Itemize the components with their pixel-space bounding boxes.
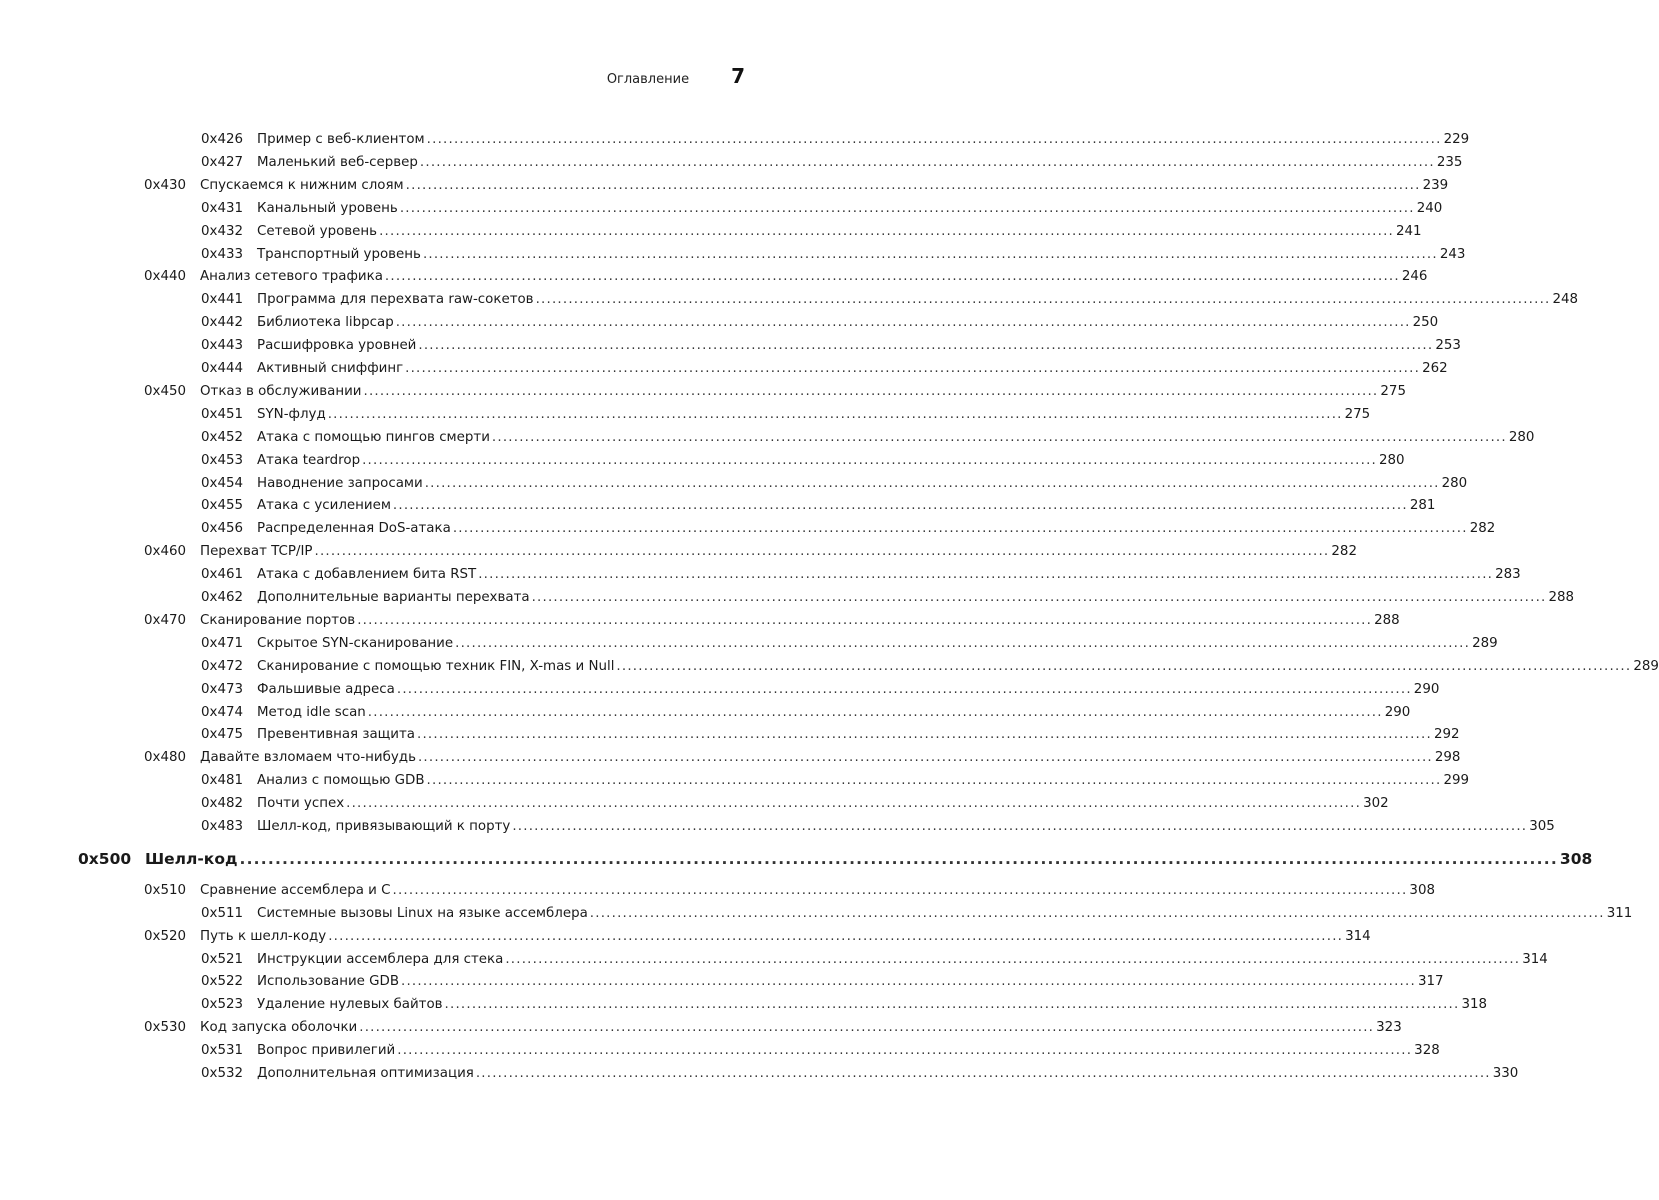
entry-title: Отказ в обслуживании: [200, 383, 362, 399]
entry-line: [257, 244, 1466, 266]
entry-page: 281: [1409, 498, 1436, 514]
dot-leader: ..........................................................................................................................................................................................: [239, 849, 1558, 868]
dot-leader: ..........................................................................................................................................................................................: [616, 658, 1632, 674]
toc-entry[interactable]: [0, 610, 1400, 632]
entry-code: 0x442: [201, 315, 244, 331]
toc-entry[interactable]: [0, 473, 1468, 495]
entry-code: 0x500: [78, 849, 132, 868]
entry-title: Сетевой уровень: [257, 223, 378, 239]
entry-title: Сравнение ассемблера и С: [200, 882, 391, 898]
entry-code: 0x482: [201, 796, 244, 812]
entry-page: 240: [1416, 200, 1443, 216]
entry-page: 243: [1439, 246, 1466, 262]
entry-page: 289: [1472, 635, 1498, 651]
entry-title: Использование GDB: [257, 974, 400, 990]
dot-leader: ..........................................................................................................................................................................................: [417, 727, 1432, 743]
entry-title: Программа для перехвата raw-сокетов: [257, 292, 534, 308]
entry-title: Спускаемся к нижним слоям: [200, 177, 404, 193]
entry-line: [257, 358, 1448, 380]
entry-code: 0x530: [144, 1020, 187, 1036]
dot-leader: ..........................................................................................................................................................................................: [512, 819, 1528, 834]
entry-title: Атака с добавлением бита RST: [257, 567, 477, 583]
entry-page: 314: [1345, 928, 1371, 944]
dot-leader: ..........................................................................................................................................................................................: [589, 905, 1605, 921]
entry-page: 248: [1552, 292, 1579, 308]
entry-page: 318: [1461, 997, 1488, 1013]
entry-page: 305: [1529, 819, 1555, 834]
dot-leader: ..........................................................................................................................................................................................: [475, 1066, 1491, 1081]
entry-page: 280: [1379, 452, 1405, 468]
entry-line: [257, 289, 1579, 311]
entry-title: Канальный уровень: [257, 200, 398, 216]
toc-entry[interactable]: [0, 1040, 1440, 1062]
entry-code: 0x480: [144, 750, 187, 766]
entry-page: 317: [1417, 974, 1444, 990]
entry-code: 0x441: [201, 292, 244, 308]
entry-page: 282: [1331, 544, 1357, 560]
dot-leader: ..........................................................................................................................................................................................: [357, 612, 1373, 628]
dot-leader: ..........................................................................................................................................................................................: [491, 429, 1507, 445]
entry-title: Атака с усилением: [257, 498, 391, 514]
entry-page: 311: [1606, 905, 1633, 921]
entry-code: 0x461: [201, 567, 244, 583]
toc-entry[interactable]: [0, 1017, 1402, 1039]
dot-leader: ..........................................................................................................................................................................................: [405, 177, 1421, 193]
entry-code: 0x455: [201, 498, 244, 514]
toc-entry[interactable]: [0, 312, 1439, 334]
entry-line: [257, 495, 1436, 517]
entry-title: Расшифровка уровней: [257, 338, 417, 354]
entry-line: [257, 473, 1468, 495]
page-number: 7: [731, 64, 745, 88]
entry-title: Инструкции ассемблера для стека: [257, 951, 504, 967]
toc-entry[interactable]: [0, 971, 1444, 993]
dot-leader: ..........................................................................................................................................................................................: [392, 882, 1408, 898]
dot-leader: ..........................................................................................................................................................................................: [384, 269, 1400, 285]
entry-code: 0x483: [201, 819, 244, 834]
entry-title: Распределенная DoS-атака: [257, 521, 451, 537]
dot-leader: ..........................................................................................................................................................................................: [426, 132, 1442, 147]
entry-line: [200, 381, 1406, 403]
entry-title: Превентивная защита: [257, 727, 416, 743]
entry-page: 283: [1495, 567, 1521, 583]
dot-leader: ..........................................................................................................................................................................................: [397, 1043, 1413, 1059]
entry-page: 246: [1401, 269, 1428, 285]
toc-entry[interactable]: [0, 266, 1428, 288]
entry-code: 0x450: [144, 383, 187, 399]
entry-title: Дополнительная оптимизация: [257, 1066, 474, 1081]
entry-page: 241: [1396, 223, 1422, 239]
dot-leader: ..........................................................................................................................................................................................: [535, 292, 1551, 308]
entry-code: 0x471: [201, 635, 244, 651]
toc-entry[interactable]: [0, 427, 1535, 449]
entry-code: 0x456: [201, 521, 244, 537]
dot-leader: ..........................................................................................................................................................................................: [426, 773, 1442, 789]
entry-title: Атака teardrop: [257, 452, 361, 468]
entry-title: Удаление нулевых байтов: [257, 997, 443, 1013]
entry-code: 0x430: [144, 177, 187, 193]
entry-line: [257, 312, 1439, 334]
entry-line: [200, 541, 1357, 563]
toc-entry[interactable]: [0, 358, 1448, 380]
toc-chapter-entry[interactable]: [0, 848, 1593, 874]
entry-line: [257, 152, 1463, 174]
entry-line: [257, 770, 1470, 792]
entry-title: Путь к шелл-коду: [200, 928, 327, 944]
entry-code: 0x470: [144, 612, 187, 628]
toc-entry[interactable]: [0, 175, 1449, 197]
dot-leader: ..........................................................................................................................................................................................: [444, 997, 1460, 1013]
entry-code: 0x443: [201, 338, 244, 354]
toc-entry[interactable]: [0, 770, 1470, 792]
dot-leader: ..........................................................................................................................................................................................: [328, 928, 1344, 944]
dot-leader: ..........................................................................................................................................................................................: [422, 246, 1438, 262]
entry-page: 290: [1413, 681, 1440, 697]
entry-title: Скрытое SYN-сканирование: [257, 635, 454, 651]
entry-page: 299: [1443, 773, 1470, 789]
dot-leader: ..........................................................................................................................................................................................: [478, 567, 1494, 583]
entry-title: Маленький веб-сервер: [257, 154, 418, 170]
entry-page: 280: [1441, 475, 1468, 491]
entry-line: [257, 450, 1405, 472]
dot-leader: ..........................................................................................................................................................................................: [401, 974, 1416, 990]
entry-code: 0x462: [201, 590, 244, 605]
dot-leader: ..........................................................................................................................................................................................: [363, 383, 1379, 399]
entry-line: [200, 926, 1371, 948]
entry-line: [257, 221, 1422, 243]
entry-title: Дополнительные варианты перехвата: [257, 590, 530, 605]
entry-title: Перехват TCP/IP: [200, 544, 313, 560]
entry-code: 0x431: [201, 200, 244, 216]
entry-line: [200, 880, 1435, 902]
toc-entry[interactable]: [0, 747, 1461, 769]
entry-code: 0x460: [144, 544, 187, 560]
entry-page: 235: [1436, 154, 1463, 170]
entry-line: [257, 793, 1389, 815]
toc-entry[interactable]: [0, 198, 1443, 220]
entry-page: 308: [1409, 882, 1435, 898]
toc-entry[interactable]: [0, 816, 1555, 838]
entry-line: [257, 679, 1440, 701]
entry-line: [257, 949, 1548, 971]
toc-entry[interactable]: [0, 903, 1633, 925]
entry-line: [257, 702, 1411, 724]
entry-title: Атака с помощью пингов смерти: [257, 429, 490, 445]
dot-leader: ..........................................................................................................................................................................................: [362, 452, 1378, 468]
toc-entry[interactable]: [0, 450, 1405, 472]
dot-leader: ..........................................................................................................................................................................................: [424, 475, 1440, 491]
entry-code: 0x522: [201, 974, 244, 990]
dot-leader: ..........................................................................................................................................................................................: [419, 154, 1435, 170]
entry-page: 280: [1508, 429, 1535, 445]
entry-title: Шелл-код: [145, 849, 238, 868]
toc-entry[interactable]: [0, 702, 1411, 724]
toc-entry[interactable]: [0, 221, 1422, 243]
toc-entry[interactable]: [0, 656, 1659, 678]
toc-entry[interactable]: [0, 587, 1575, 609]
entry-line: [257, 656, 1659, 678]
toc-entry[interactable]: [0, 633, 1498, 655]
entry-line: [257, 816, 1555, 838]
dot-leader: ..........................................................................................................................................................................................: [359, 1020, 1375, 1036]
entry-code: 0x472: [201, 658, 244, 674]
dot-leader: ..........................................................................................................................................................................................: [327, 406, 1343, 422]
entry-title: Почти успех: [257, 796, 345, 812]
dot-leader: ..........................................................................................................................................................................................: [367, 704, 1383, 720]
entry-line: [200, 266, 1428, 288]
entry-code: 0x444: [201, 361, 244, 376]
entry-line: [257, 129, 1470, 151]
entry-title: Вопрос привилегий: [257, 1043, 396, 1059]
entry-title: SYN-флуд: [257, 406, 326, 422]
entry-line: [257, 427, 1535, 449]
toc-entry[interactable]: [0, 381, 1406, 403]
entry-page: 298: [1434, 750, 1461, 766]
running-header: [607, 64, 745, 88]
entry-page: 292: [1433, 727, 1460, 743]
toc-entry[interactable]: [0, 1063, 1519, 1085]
entry-page: 288: [1548, 590, 1575, 605]
entry-title: Анализ сетевого трафика: [200, 269, 383, 285]
dot-leader: ..........................................................................................................................................................................................: [418, 338, 1434, 354]
entry-code: 0x440: [144, 269, 187, 285]
toc-entry[interactable]: [0, 679, 1440, 701]
entry-line: [257, 994, 1488, 1016]
entry-line: [257, 903, 1633, 925]
entry-code: 0x475: [201, 727, 244, 743]
entry-page: 253: [1435, 338, 1461, 354]
entry-code: 0x433: [201, 246, 244, 262]
entry-code: 0x454: [201, 475, 244, 491]
entry-page: 250: [1412, 315, 1439, 331]
toc-entry[interactable]: [0, 724, 1460, 746]
entry-page: 330: [1492, 1066, 1519, 1081]
entry-page: 262: [1422, 361, 1448, 376]
entry-line: [200, 610, 1400, 632]
toc-entry[interactable]: [0, 335, 1461, 357]
entry-code: 0x523: [201, 997, 244, 1013]
entry-line: [257, 724, 1460, 746]
entry-page: 239: [1422, 177, 1449, 193]
entry-title: Библиотека libpcap: [257, 315, 394, 331]
toc-entry[interactable]: [0, 926, 1371, 948]
entry-title: Системные вызовы Linux на языке ассемблера: [257, 905, 588, 921]
dot-leader: ..........................................................................................................................................................................................: [455, 635, 1471, 651]
entry-code: 0x426: [201, 132, 244, 147]
entry-line: [145, 848, 1593, 870]
entry-line: [257, 971, 1444, 993]
entry-code: 0x520: [144, 928, 187, 944]
entry-page: 290: [1384, 704, 1411, 720]
entry-page: 323: [1376, 1020, 1402, 1036]
dot-leader: ..........................................................................................................................................................................................: [314, 544, 1330, 560]
entry-page: 289: [1633, 658, 1659, 674]
entry-page: 308: [1559, 849, 1593, 868]
entry-line: [257, 564, 1521, 586]
entry-code: 0x451: [201, 406, 244, 422]
dot-leader: ..........................................................................................................................................................................................: [395, 315, 1411, 331]
toc-entry[interactable]: [0, 949, 1548, 971]
entry-line: [257, 335, 1461, 357]
toc-entry[interactable]: [0, 518, 1496, 540]
entry-code: 0x521: [201, 951, 244, 967]
entry-page: 314: [1522, 951, 1548, 967]
entry-line: [257, 198, 1443, 220]
dot-leader: ..........................................................................................................................................................................................: [531, 590, 1547, 605]
entry-title: Фальшивые адреса: [257, 681, 395, 697]
toc-entry[interactable]: [0, 289, 1579, 311]
entry-title: Анализ с помощью GDB: [257, 773, 425, 789]
entry-line: [257, 633, 1498, 655]
entry-code: 0x432: [201, 223, 244, 239]
entry-code: 0x510: [144, 882, 187, 898]
entry-code: 0x531: [201, 1043, 244, 1059]
entry-title: Шелл-код, привязывающий к порту: [257, 819, 511, 834]
toc-entry[interactable]: [0, 495, 1436, 517]
entry-code: 0x532: [201, 1066, 244, 1081]
dot-leader: ..........................................................................................................................................................................................: [505, 951, 1521, 967]
entry-line: [257, 1040, 1440, 1062]
dot-leader: ..........................................................................................................................................................................................: [392, 498, 1408, 514]
entry-page: 282: [1469, 521, 1496, 537]
entry-page: 229: [1443, 132, 1470, 147]
entry-page: 302: [1363, 796, 1389, 812]
toc-entry[interactable]: [0, 541, 1357, 563]
dot-leader: ..........................................................................................................................................................................................: [396, 681, 1412, 697]
toc-entry[interactable]: [0, 793, 1389, 815]
entry-line: [200, 175, 1449, 197]
dot-leader: ..........................................................................................................................................................................................: [379, 223, 1394, 239]
toc-entry[interactable]: [0, 244, 1466, 266]
entry-title: Наводнение запросами: [257, 475, 423, 491]
entry-line: [200, 747, 1461, 769]
entry-page: 328: [1414, 1043, 1440, 1059]
entry-page: 288: [1374, 612, 1400, 628]
entry-line: [200, 1017, 1402, 1039]
entry-line: [257, 518, 1496, 540]
entry-title: Активный сниффинг: [257, 361, 404, 376]
entry-title: Пример с веб-клиентом: [257, 132, 425, 147]
section-title: Оглавление: [606, 72, 690, 87]
toc-entry[interactable]: [0, 994, 1488, 1016]
entry-code: 0x453: [201, 452, 244, 468]
entry-title: Метод idle scan: [257, 704, 366, 720]
dot-leader: ..........................................................................................................................................................................................: [346, 796, 1362, 812]
entry-line: [257, 404, 1371, 426]
entry-title: Транспортный уровень: [257, 246, 421, 262]
toc-entry[interactable]: [0, 404, 1371, 426]
entry-title: Сканирование портов: [200, 612, 356, 628]
entry-title: Давайте взломаем что-нибудь: [200, 750, 416, 766]
entry-title: Код запуска оболочки: [200, 1020, 358, 1036]
entry-page: 275: [1344, 406, 1371, 422]
entry-code: 0x511: [201, 905, 244, 921]
entry-code: 0x452: [201, 429, 244, 445]
dot-leader: ..........................................................................................................................................................................................: [452, 521, 1468, 537]
entry-title: Сканирование с помощью техник FIN, X-mas и Null: [257, 658, 615, 674]
entry-code: 0x474: [201, 704, 244, 720]
entry-page: 275: [1380, 383, 1406, 399]
dot-leader: ..........................................................................................................................................................................................: [417, 750, 1433, 766]
toc-entry[interactable]: [0, 880, 1435, 902]
entry-code: 0x473: [201, 681, 244, 697]
entry-line: [257, 1063, 1519, 1085]
entry-line: [257, 587, 1575, 609]
toc-entry[interactable]: [0, 152, 1463, 174]
entry-code: 0x481: [201, 773, 244, 789]
dot-leader: ..........................................................................................................................................................................................: [399, 200, 1415, 216]
entry-code: 0x427: [201, 154, 244, 170]
dot-leader: ..........................................................................................................................................................................................: [405, 361, 1421, 376]
toc-entry[interactable]: [0, 129, 1470, 151]
toc-entry[interactable]: [0, 564, 1521, 586]
